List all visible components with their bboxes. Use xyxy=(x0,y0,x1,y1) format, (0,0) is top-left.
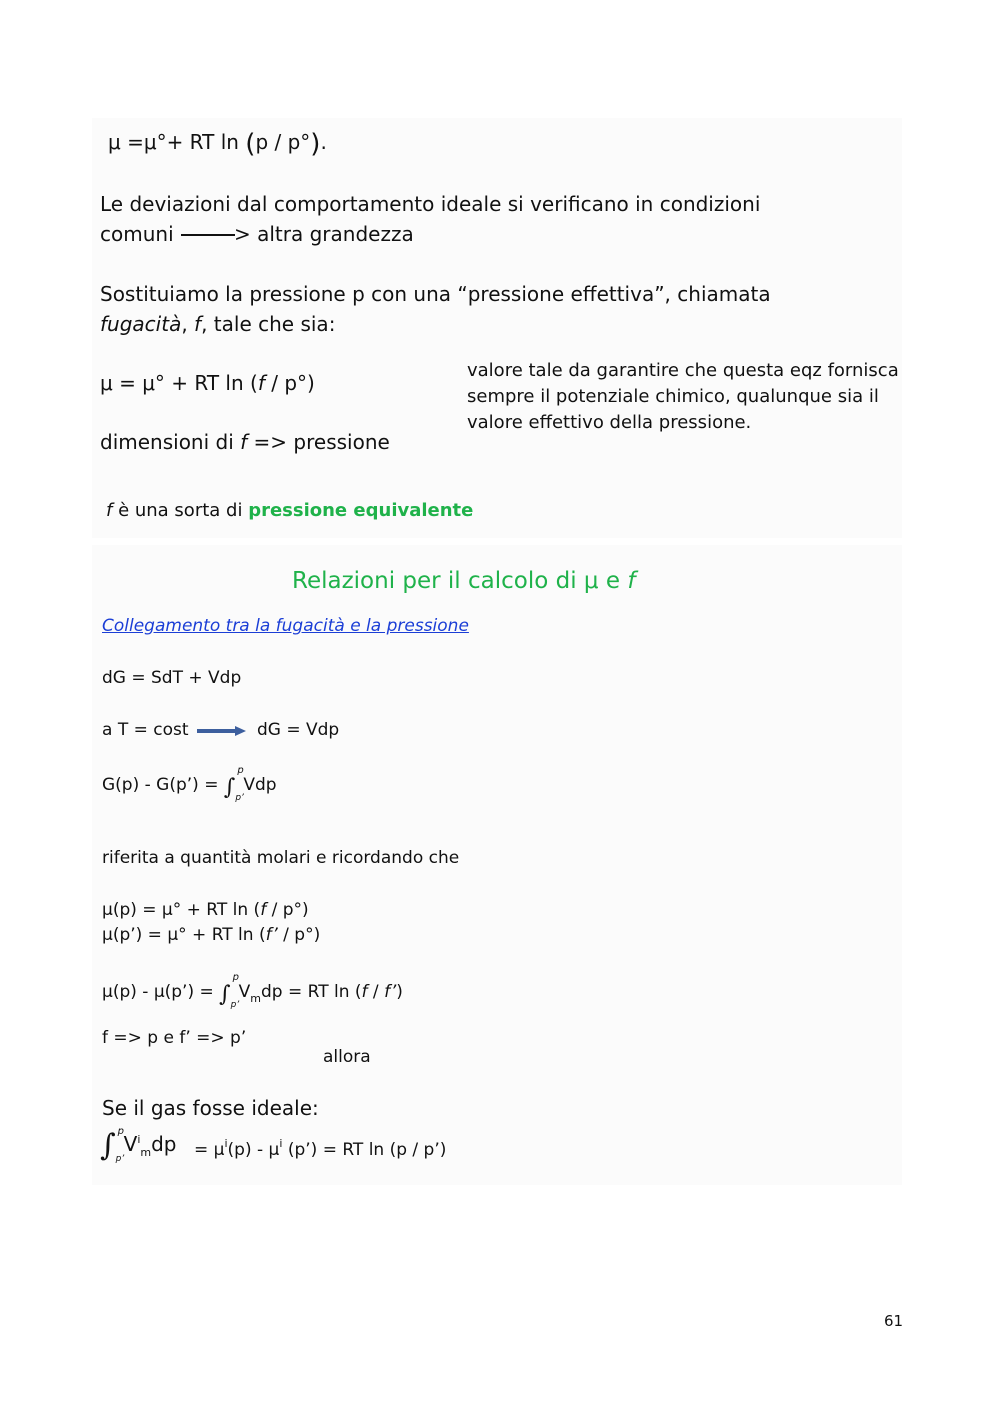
symbol-f: f xyxy=(627,568,636,594)
title-text: Relazioni per il calcolo di μ e xyxy=(292,568,628,594)
equation-mu-p-prime xyxy=(102,925,320,945)
equation-ideal-integral xyxy=(100,1124,177,1164)
integral-lower-limit: p’ xyxy=(230,1000,240,1010)
equation-mu-p xyxy=(102,900,309,920)
equation-G-difference xyxy=(102,765,277,803)
integral-lower-limit: p’ xyxy=(235,793,244,803)
equation-dG-Vdp: dG = Vdp xyxy=(257,720,340,740)
slide-title xyxy=(292,568,635,594)
note-line2: sempre il potenziale chimico, qualunque sia il xyxy=(467,386,879,407)
mu-p-text: μ(p) = μ° + RT ln ( xyxy=(102,900,261,920)
integral-upper-limit: p xyxy=(232,972,239,983)
paragraph-deviations-line2 xyxy=(100,222,174,246)
symbol-f: f xyxy=(240,430,248,454)
equation-ideal-result xyxy=(194,1137,447,1160)
term-fugacita: fugacità xyxy=(100,312,182,336)
superscript-i: i xyxy=(279,1137,283,1150)
mu-diff-text: = RT ln ( xyxy=(282,982,362,1002)
superscript-i: i xyxy=(137,1133,141,1146)
paren-open: ( xyxy=(245,129,256,159)
integral-lower-limit: p’ xyxy=(115,1153,125,1164)
text-tale-che-sia: , tale che sia: xyxy=(201,312,336,336)
integral-sign: ∫ xyxy=(100,1128,116,1163)
text-ideal-gas: Se il gas fosse ideale: xyxy=(102,1096,319,1120)
text-dimensions xyxy=(100,430,390,454)
symbol-dp: dp xyxy=(260,982,283,1002)
symbol-V: V xyxy=(123,1132,138,1156)
mu-p-text: / p°) xyxy=(266,900,309,920)
ideal-text: (p’) = RT ln (p / p’) xyxy=(282,1140,447,1160)
integral-limits xyxy=(235,765,244,803)
page-number: 61 xyxy=(884,1312,904,1330)
integral-body: Vdp xyxy=(243,775,277,795)
integral-limits xyxy=(115,1125,125,1164)
equation-mu-ideal xyxy=(108,126,327,159)
integral-sign: ∫ xyxy=(223,775,236,800)
long-dash-arrow xyxy=(181,234,235,236)
G-diff-text: G(p) - G(p’) = xyxy=(102,775,224,795)
equation-text: μ =μ°+ RT ln xyxy=(108,130,246,154)
right-arrow-icon xyxy=(197,725,247,737)
text-altra-grandezza: > altra grandezza xyxy=(234,222,414,246)
paragraph-deviations-line1: Le deviazioni dal comportamento ideale si verificano in condizioni xyxy=(100,192,761,216)
symbol-V: V xyxy=(238,982,251,1002)
equation-text: μ = μ° + RT ln ( xyxy=(100,371,258,395)
equation-T-const: a T = cost xyxy=(102,720,189,740)
symbol-f-prime: f’ xyxy=(384,982,397,1002)
subscript-m: m xyxy=(140,1146,152,1159)
mu-pp-text: μ(p’) = μ° + RT ln ( xyxy=(102,925,266,945)
symbol-f: f xyxy=(361,982,368,1002)
superscript-i: i xyxy=(224,1137,228,1150)
integral-upper-limit: p xyxy=(237,765,244,776)
equation-dG: dG = SdT + Vdp xyxy=(102,668,242,688)
text-pressione-equivalente xyxy=(106,500,473,521)
symbol-dp: dp xyxy=(151,1132,177,1156)
separator: , xyxy=(181,312,195,336)
subscript-m: m xyxy=(250,992,261,1005)
highlight-pressione-equivalente: pressione equivalente xyxy=(248,500,474,521)
paragraph-sostituiamo-line2 xyxy=(100,312,335,336)
note-line3: valore effettivo della pressione. xyxy=(467,412,752,433)
equation-mu-difference xyxy=(102,972,403,1010)
equation-text: / p°) xyxy=(264,371,315,395)
symbol-f-prime: f’ xyxy=(265,925,278,945)
note-line1: valore tale da garantire che questa eqz fornisca xyxy=(467,360,899,381)
mu-diff-text: ) xyxy=(396,982,403,1002)
equiv-text: è una sorta di xyxy=(112,500,249,521)
dim-text: dimensioni di xyxy=(100,430,241,454)
dim-text: => pressione xyxy=(247,430,390,454)
equation-mu-fugacity xyxy=(100,371,315,395)
paragraph-sostituiamo-line1: Sostituiamo la pressione p con una “pressione effettiva”, chiamata xyxy=(100,282,771,306)
integral-limits xyxy=(230,972,240,1010)
equation-text: p / p° xyxy=(255,130,311,154)
text-allora: allora xyxy=(323,1047,371,1067)
symbol-f: f xyxy=(194,312,202,336)
symbol-f: f xyxy=(260,900,267,920)
equation-text: . xyxy=(320,130,327,154)
ideal-text: = μ xyxy=(194,1140,225,1160)
separator: / xyxy=(367,982,385,1002)
ideal-text: (p) - μ xyxy=(227,1140,280,1160)
mu-pp-text: / p°) xyxy=(277,925,321,945)
symbol-f: f xyxy=(106,500,113,521)
paren-close: ) xyxy=(310,129,321,159)
text-comuni: comuni xyxy=(100,222,174,246)
integral-upper-limit: p xyxy=(117,1125,124,1137)
text-f-to-p: f => p e f’ => p’ xyxy=(102,1028,247,1048)
symbol-f: f xyxy=(257,371,265,395)
integral-sign: ∫ xyxy=(219,982,231,1007)
text-riferita: riferita a quantità molari e ricordando che xyxy=(102,848,460,868)
link-collegamento[interactable]: Collegamento tra la fugacità e la pressione xyxy=(102,616,469,636)
mu-diff-text: μ(p) - μ(p’) = xyxy=(102,982,220,1002)
